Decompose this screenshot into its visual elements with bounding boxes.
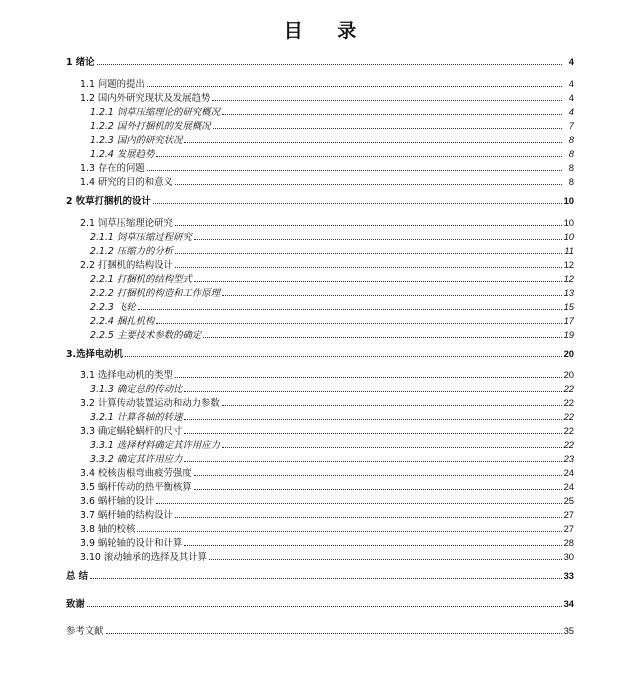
dot-leader [153, 194, 562, 204]
dot-leader [175, 368, 562, 378]
toc-entry-title: 2.2.2 打捆机的构造和工作原理 [90, 288, 220, 299]
dot-leader [137, 522, 561, 532]
toc-entry-title: 2.1.2 压缩力的分析 [90, 246, 174, 257]
toc-entry-title: 2.2 打捆机的结构设计 [80, 260, 173, 271]
toc-entry-page-number: 20 [563, 369, 574, 380]
toc-entry-title: 3.10 滚动轴承的选择及其计算 [80, 552, 207, 563]
dot-leader [203, 328, 561, 338]
toc-entry[interactable] [0, 550, 640, 563]
toc-entry-page-number: 13 [563, 287, 574, 298]
toc-entry-title: 致谢 [66, 599, 85, 610]
dot-leader [106, 624, 562, 634]
toc-entry-page-number: 4 [568, 106, 574, 117]
toc-entry[interactable] [0, 382, 640, 395]
toc-entry[interactable] [0, 91, 640, 104]
toc-entry-title: 1.3 存在的问题 [80, 163, 145, 174]
toc-entry-page-number: 25 [563, 495, 574, 506]
toc-entry[interactable] [0, 438, 640, 451]
toc-entry-page-number: 22 [563, 411, 574, 422]
toc-entry-title: 3.3.1 选择材料确定其许用应力 [90, 440, 220, 451]
toc-entry[interactable] [0, 175, 640, 188]
dot-leader [194, 272, 562, 282]
toc-entry-page-number: 8 [568, 176, 574, 187]
toc-entry-title: 3.8 轴的校核 [80, 524, 136, 535]
toc-entry-title: 3.6 蜗杆轴的设计 [80, 496, 155, 507]
toc-entry-page-number: 10 [563, 217, 574, 228]
toc-entry-title: 3.2 计算传动装置运动和动力参数 [80, 398, 220, 409]
dot-leader [222, 105, 562, 115]
toc-entry-title: 2 牧草打捆机的设计 [66, 196, 151, 207]
toc-entry-title: 1 绪论 [66, 57, 95, 68]
toc-entry-title: 3.3.2 确定其许用应力 [90, 454, 183, 465]
toc-entry-page-number: 30 [563, 551, 574, 562]
toc-entry-page-number: 4 [568, 56, 574, 67]
dot-leader [175, 216, 562, 226]
toc-entry[interactable] [0, 55, 640, 68]
toc-entry[interactable] [0, 328, 640, 341]
dot-leader [194, 230, 562, 240]
toc-entry-title: 2.2.5 主要技术参数的确定 [90, 330, 202, 341]
dot-leader [222, 438, 562, 448]
toc-entry[interactable] [0, 286, 640, 299]
toc-entry-title: 1.4 研究的目的和意义 [80, 177, 173, 188]
toc-entry-title: 1.1 问题的提出 [80, 79, 145, 90]
dot-leader [156, 147, 562, 157]
toc-entry[interactable] [0, 216, 640, 229]
toc-entry-page-number: 17 [563, 315, 574, 326]
toc-entry-page-number: 7 [568, 120, 574, 131]
dot-leader [97, 55, 562, 65]
toc-entry-page-number: 22 [563, 383, 574, 394]
toc-entry[interactable] [0, 494, 640, 507]
dot-leader [222, 396, 562, 406]
toc-entry-title: 3.4 校核齿根弯曲疲劳强度 [80, 468, 192, 479]
toc-entry-title: 3.7 蜗杆轴的结构设计 [80, 510, 173, 521]
toc-entry[interactable] [0, 147, 640, 160]
toc-entry-title: 总 结 [66, 571, 89, 582]
toc-entry-page-number: 8 [568, 134, 574, 145]
dot-leader [175, 508, 562, 518]
toc-entry-title: 3.1.3 确定总的传动比 [90, 384, 183, 395]
dot-leader [212, 91, 562, 101]
toc-entry[interactable] [0, 480, 640, 493]
toc-entry[interactable] [0, 133, 640, 146]
dot-leader [175, 258, 562, 268]
dot-leader [90, 569, 562, 579]
toc-entry-page-number: 24 [563, 467, 574, 478]
toc-entry-page-number: 20 [563, 348, 574, 359]
toc-entry-title: 2.1 饲草压缩理论研究 [80, 218, 173, 229]
toc-entry[interactable] [0, 300, 640, 313]
toc-entry-title: 3.5 蜗杆传动的热平衡核算 [80, 482, 192, 493]
dot-leader [147, 161, 562, 171]
toc-entry-title: 3.1 选择电动机的类型 [80, 370, 173, 381]
dot-leader [175, 175, 562, 185]
toc-entry[interactable] [0, 536, 640, 549]
toc-entry[interactable] [0, 452, 640, 465]
toc-entry-page-number: 11 [564, 245, 574, 256]
toc-entry-title: 3.9 蜗轮轴的设计和计算 [80, 538, 183, 549]
toc-entry[interactable] [0, 272, 640, 285]
toc-entry[interactable] [0, 597, 640, 610]
toc-entry-page-number: 35 [563, 625, 574, 636]
dot-leader [184, 133, 562, 143]
dot-leader [147, 77, 562, 87]
toc-entry-title: 3.选择电动机 [66, 349, 123, 360]
toc-entry-page-number: 22 [563, 439, 574, 450]
toc-entry[interactable] [0, 522, 640, 535]
dot-leader [213, 119, 562, 129]
toc-entry[interactable] [0, 119, 640, 132]
toc-entry-page-number: 22 [563, 397, 574, 408]
toc-entry-page-number: 27 [563, 523, 574, 534]
toc-entry[interactable] [0, 569, 640, 582]
toc-entry-page-number: 8 [568, 148, 574, 159]
toc-entry-page-number: 34 [563, 598, 574, 609]
dot-leader [184, 410, 561, 420]
toc-entry-page-number: 10 [563, 195, 574, 206]
toc-entry-title: 1.2.2 国外打捆机的发展概况 [90, 121, 211, 132]
toc-entry-page-number: 12 [563, 259, 574, 270]
dot-leader [184, 536, 561, 546]
toc-entry-title: 参考文献 [66, 626, 104, 637]
toc-entry[interactable] [0, 105, 640, 118]
toc-entry-title: 2.2.4 捆扎机构 [90, 316, 155, 327]
toc-entry[interactable] [0, 230, 640, 243]
dot-leader [222, 286, 562, 296]
dot-leader [138, 300, 562, 310]
toc-entry-page-number: 27 [563, 509, 574, 520]
toc-entry-page-number: 4 [568, 92, 574, 103]
dot-leader [156, 494, 561, 504]
toc-entry-title: 2.2.3 飞轮 [90, 302, 136, 313]
toc-entry-title: 3.3 确定蜗轮蜗杆的尺寸 [80, 426, 183, 437]
toc-entry-page-number: 28 [563, 537, 574, 548]
toc-entry-page-number: 15 [563, 301, 574, 312]
toc-entry-title: 1.2.3 国内的研究状况 [90, 135, 183, 146]
toc-entry-title: 2.2.1 打捆机的结构型式 [90, 274, 192, 285]
toc-entry-page-number: 19 [563, 329, 574, 340]
toc-entry[interactable] [0, 77, 640, 90]
toc-entry-page-number: 22 [563, 425, 574, 436]
toc-entry-title: 2.1.1 饲草压缩过程研究 [90, 232, 192, 243]
toc-entry[interactable] [0, 410, 640, 423]
page-title: 目 录 [283, 20, 371, 42]
toc-entry[interactable] [0, 368, 640, 381]
toc-entry-page-number: 12 [563, 273, 574, 284]
toc-entry-page-number: 33 [563, 570, 574, 581]
toc-entry[interactable] [0, 314, 640, 327]
toc-entry[interactable] [0, 508, 640, 521]
toc-entry[interactable] [0, 424, 640, 437]
toc-entry-title: 3.2.1 计算各轴的转速 [90, 412, 183, 423]
toc-entry-title: 1.2.1 饲草压缩理论的研究概况 [90, 107, 220, 118]
toc-entry[interactable] [0, 466, 640, 479]
dot-leader [87, 597, 562, 607]
dot-leader [194, 466, 562, 476]
dot-leader [156, 314, 561, 324]
toc-entry[interactable] [0, 624, 640, 637]
toc-entry[interactable] [0, 396, 640, 409]
dot-leader [184, 424, 561, 434]
toc-entry-page-number: 23 [563, 453, 574, 464]
dot-leader [184, 382, 561, 392]
toc-entry[interactable] [0, 194, 640, 207]
toc-entry-page-number: 24 [563, 481, 574, 492]
toc-entry[interactable] [0, 258, 640, 271]
toc-entry-title: 1.2.4 发展趋势 [90, 149, 155, 160]
dot-leader [194, 480, 562, 490]
dot-leader [125, 347, 562, 357]
toc-entry-page-number: 8 [568, 162, 574, 173]
dot-leader [175, 244, 562, 254]
dot-leader [209, 550, 562, 560]
toc-entry-page-number: 4 [568, 78, 574, 89]
toc-entry[interactable] [0, 244, 640, 257]
dot-leader [184, 452, 561, 462]
toc-entry[interactable] [0, 347, 640, 360]
toc-entry[interactable] [0, 161, 640, 174]
toc-entry-page-number: 10 [563, 231, 574, 242]
toc-entry-title: 1.2 国内外研究现状及发展趋势 [80, 93, 211, 104]
